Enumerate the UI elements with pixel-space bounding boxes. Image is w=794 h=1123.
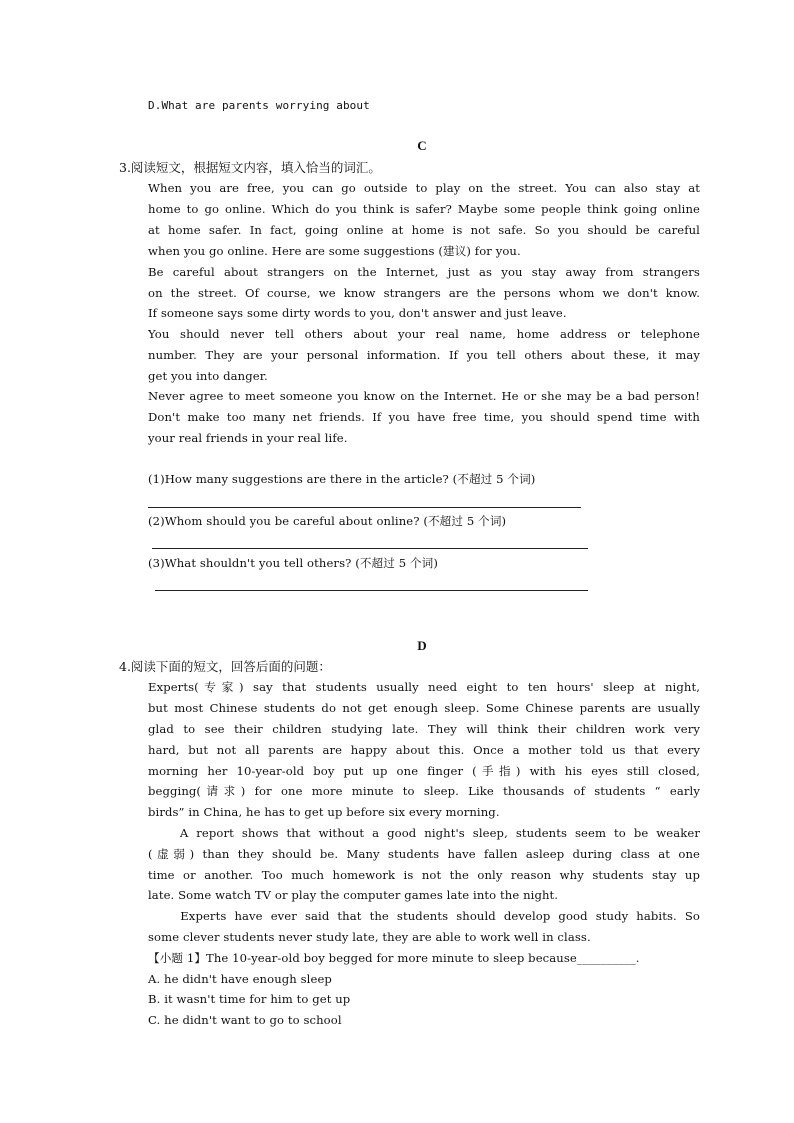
passage-line: Experts have ever said that the students should develop good study habits. So xyxy=(148,909,700,923)
passage-line: Be careful about strangers on the Internet, just as you stay away from strangers xyxy=(148,265,700,279)
question-2: (2)Whom should you be careful about online? (不超过 5 个词) xyxy=(148,514,507,528)
passage-line: when you go online. Here are some suggestions (建议) for you. xyxy=(148,244,521,258)
option-b[interactable]: B. it wasn't time for him to get up xyxy=(148,992,351,1006)
passage-line: hard, but not all parents are happy about this. Once a mother told us that every xyxy=(148,743,700,757)
passage-line: your real friends in your real life. xyxy=(148,431,348,445)
passage-line: get you into danger. xyxy=(148,369,268,383)
passage-line: but most Chinese students do not get enough sleep. Some Chinese parents are usually xyxy=(148,701,700,715)
passage-line: number. They are your personal information. If you tell others about these, it may xyxy=(148,348,700,362)
passage-line: Experts(专家) say that students usually need eight to ten hours' sleep at night, xyxy=(148,680,700,694)
passage-line: birds” in China, he has to get up before six every morning. xyxy=(148,805,500,819)
sub-question-1: 【小题 1】The 10-year-old boy begged for more minute to sleep because__________. xyxy=(148,951,640,965)
answer-line-3[interactable] xyxy=(155,590,588,591)
answer-line-1[interactable] xyxy=(148,507,581,508)
passage-line: late. Some watch TV or play the computer games late into the night. xyxy=(148,888,559,902)
section-d-heading: D xyxy=(417,638,427,653)
passage-line: home to go online. Which do you think is safer? Maybe some people think going online xyxy=(148,202,700,216)
passage-line: You should never tell others about your real name, home address or telephone xyxy=(148,327,700,341)
answer-line-2[interactable] xyxy=(152,548,588,549)
passage-line: A report shows that without a good night's sleep, students seem to be weaker xyxy=(148,826,700,840)
option-a[interactable]: A. he didn't have enough sleep xyxy=(148,972,332,986)
section-c-instruction: 3.阅读短文，根据短文内容，填入恰当的词汇。 xyxy=(119,160,381,175)
previous-option-d: D.What are parents worrying about xyxy=(148,99,370,112)
option-c[interactable]: C. he didn't want to go to school xyxy=(148,1013,342,1027)
passage-line: When you are free, you can go outside to play on the street. You can also stay at xyxy=(148,181,700,195)
passage-line: morning her 10-year-old boy put up one finger (手指) with his eyes still closed, xyxy=(148,764,700,778)
passage-line: Don't make too many net friends. If you have free time, you should spend time with xyxy=(148,410,700,424)
passage-line: (虚弱) than they should be. Many students have fallen asleep during class at one xyxy=(148,847,700,861)
passage-line: at home safer. In fact, going online at home is not safe. So you should be careful xyxy=(148,223,700,237)
passage-line: time or another. Too much homework is not the only reason why students stay up xyxy=(148,868,700,882)
passage-line: Never agree to meet someone you know on the Internet. He or she may be a bad person! xyxy=(148,389,700,403)
section-c-heading: C xyxy=(417,138,427,153)
passage-line: on the street. Of course, we know strangers are the persons whom we don't know. xyxy=(148,286,700,300)
passage-line: begging(请求) for one more minute to sleep. Like thousands of students “ early xyxy=(148,784,700,798)
question-1: (1)How many suggestions are there in the article? (不超过 5 个词) xyxy=(148,472,536,486)
question-3: (3)What shouldn't you tell others? (不超过 5 个词) xyxy=(148,556,438,570)
passage-line: some clever students never study late, they are able to work well in class. xyxy=(148,930,591,944)
passage-line: glad to see their children studying late. They will think their children work very xyxy=(148,722,700,736)
section-d-instruction: 4.阅读下面的短文，回答后面的问题： xyxy=(119,659,331,674)
passage-line: If someone says some dirty words to you, don't answer and just leave. xyxy=(148,306,567,320)
